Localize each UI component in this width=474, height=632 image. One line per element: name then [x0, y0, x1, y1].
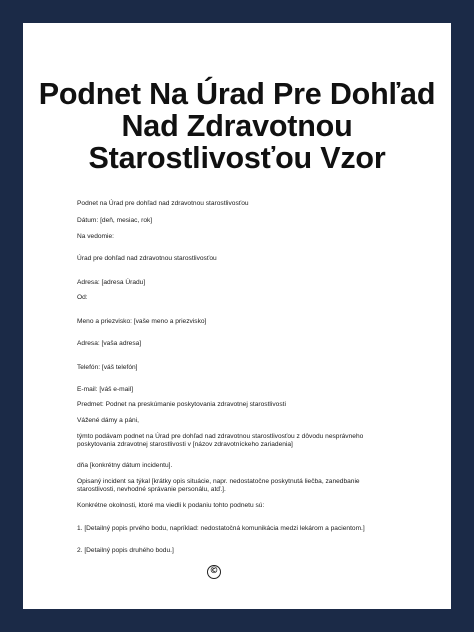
document-title [23, 78, 451, 174]
salutation: Vážené dámy a páni, [77, 417, 139, 424]
title-line-2: Nad Zdravotnou [121, 109, 353, 143]
date-line: Dátum: [deň, mesiac, rok] [77, 217, 153, 224]
point-1: 1. [Detailný popis prvého bodu, napríklad: nedostatočná komunikácia medzi lekárom a pacientom.] [77, 525, 365, 532]
title-line-3: Starostlivosťou Vzor [88, 141, 386, 175]
title-line-1: Podnet Na Úrad Pre Dohľad [38, 77, 436, 111]
sender-address: Adresa: [vaša adresa] [77, 340, 142, 347]
sender-email: E-mail: [váš e-mail] [77, 386, 134, 393]
sender-label: Od: [77, 294, 88, 301]
incident-description: Opisaný incident sa týkal [krátky opis situácie, napr. nedostatočne poskytnutá liečba, zanedbanie starostlivosti, nevhodné správanie personálu, atď.]. [77, 478, 360, 494]
recipient-name: Úrad pre dohľad nad zdravotnou starostlivosťou [77, 255, 217, 262]
copyright-icon: © [207, 565, 221, 579]
sender-name: Meno a priezvisko: [vaše meno a priezvisko] [77, 318, 207, 325]
incident-date: dňa [konkrétny dátum incidentu]. [77, 462, 173, 469]
document-page [23, 23, 451, 609]
recipient-label: Na vedomie: [77, 233, 115, 240]
sender-phone: Telefón: [váš telefón] [77, 364, 138, 371]
subject-line: Predmet: Podnet na preskúmanie poskytovania zdravotnej starostlivosti [77, 401, 286, 408]
complaint-paragraph: týmto podávam podnet na Úrad pre dohľad nad zdravotnou starostlivosťou z dôvodu nesprávneho poskytovania zdravotnej starostlivosti v [názov zdravotníckeho zariadenia] [77, 433, 364, 449]
recipient-address: Adresa: [adresa Úradu] [77, 279, 146, 286]
letter-heading: Podnet na Úrad pre dohľad nad zdravotnou starostlivosťou [77, 200, 249, 207]
circumstances-intro: Konkrétne okolnosti, ktoré ma viedli k podaniu tohto podnetu sú: [77, 502, 265, 509]
point-2: 2. [Detailný popis druhého bodu.] [77, 547, 174, 554]
